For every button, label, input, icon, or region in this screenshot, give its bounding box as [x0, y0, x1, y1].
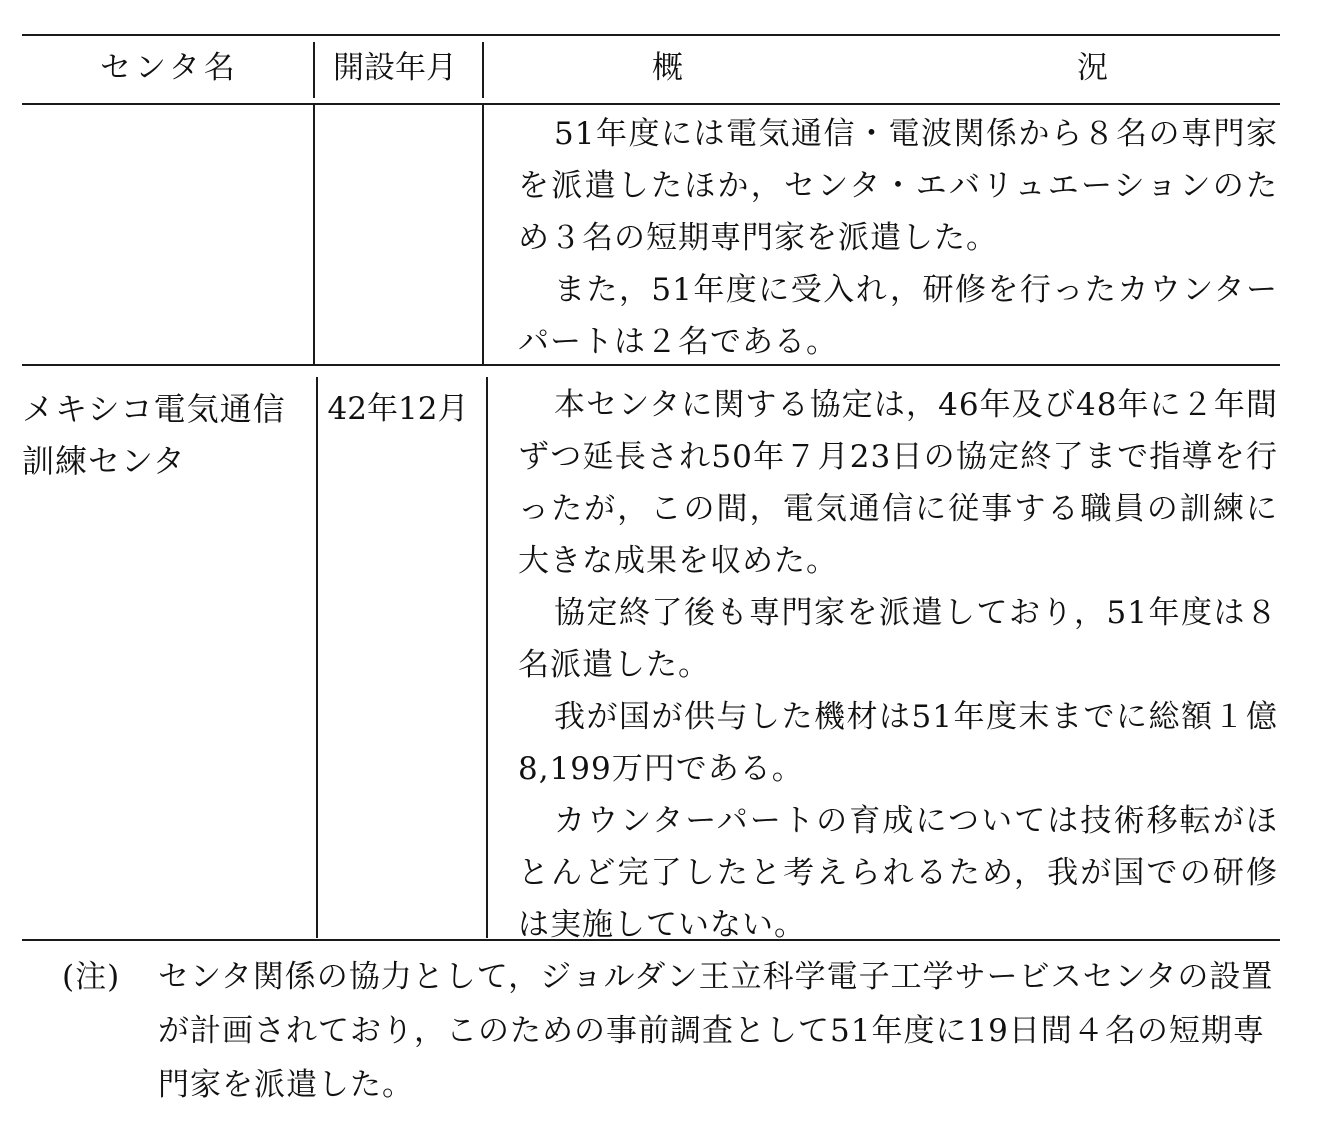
- column-divider-1-row2: [316, 377, 318, 938]
- row2-paragraph-2: 協定終了後も専門家を派遣しており，51年度は８名派遣した。: [518, 595, 1278, 683]
- header-established: 開設年月: [333, 50, 457, 86]
- footnote-label: (注): [62, 959, 121, 995]
- row2-paragraph-1: 本センタに関する協定は，46年及び48年に２年間ずつ延長され50年７月23日の協定終了まで指導を行ったが，この間，電気通信に従事する職員の訓練に大きな成果を収めた。: [518, 387, 1278, 579]
- column-divider-2: [482, 42, 484, 98]
- row1-paragraph-2: また，51年度に受入れ，研修を行ったカウンターパートは２名である。: [518, 272, 1278, 360]
- column-divider-1-row1: [313, 104, 315, 364]
- header-bottom-rule: [22, 103, 1280, 105]
- header-overview-right: 況: [1077, 50, 1108, 86]
- row1-overview: [518, 108, 1278, 368]
- row2-established: 42年12月: [327, 391, 469, 427]
- row2-paragraph-4: カウンターパートの育成については技術移転がほとんど完了したと考えられるため，我が国での研修は実施していない。: [518, 803, 1278, 943]
- row2-overview: [518, 379, 1278, 951]
- column-divider-2-row2: [486, 377, 488, 938]
- row1-paragraph-1: 51年度には電気通信・電波関係から８名の専門家を派遣したほか，センタ・エバリュエーションのため３名の短期専門家を派遣した。: [518, 116, 1278, 256]
- column-divider-2-row1: [482, 104, 484, 364]
- footnote-text: センタ関係の協力として，ジョルダン王立科学電子工学サービスセンタの設置が計画されており，このための事前調査として51年度に19日間４名の短期専門家を派遣した。: [158, 959, 1274, 1103]
- row2-paragraph-3: 我が国が供与した機材は51年度末までに総額１億8,199万円である。: [518, 699, 1278, 787]
- table-top-rule: [22, 34, 1280, 36]
- column-divider-1: [313, 42, 315, 98]
- footnote: [62, 950, 1282, 1112]
- row2-center-name: メキシコ電気通信訓練センタ: [22, 390, 286, 480]
- header-center-name: センタ名: [100, 50, 239, 86]
- header-overview-left: 概: [652, 50, 683, 86]
